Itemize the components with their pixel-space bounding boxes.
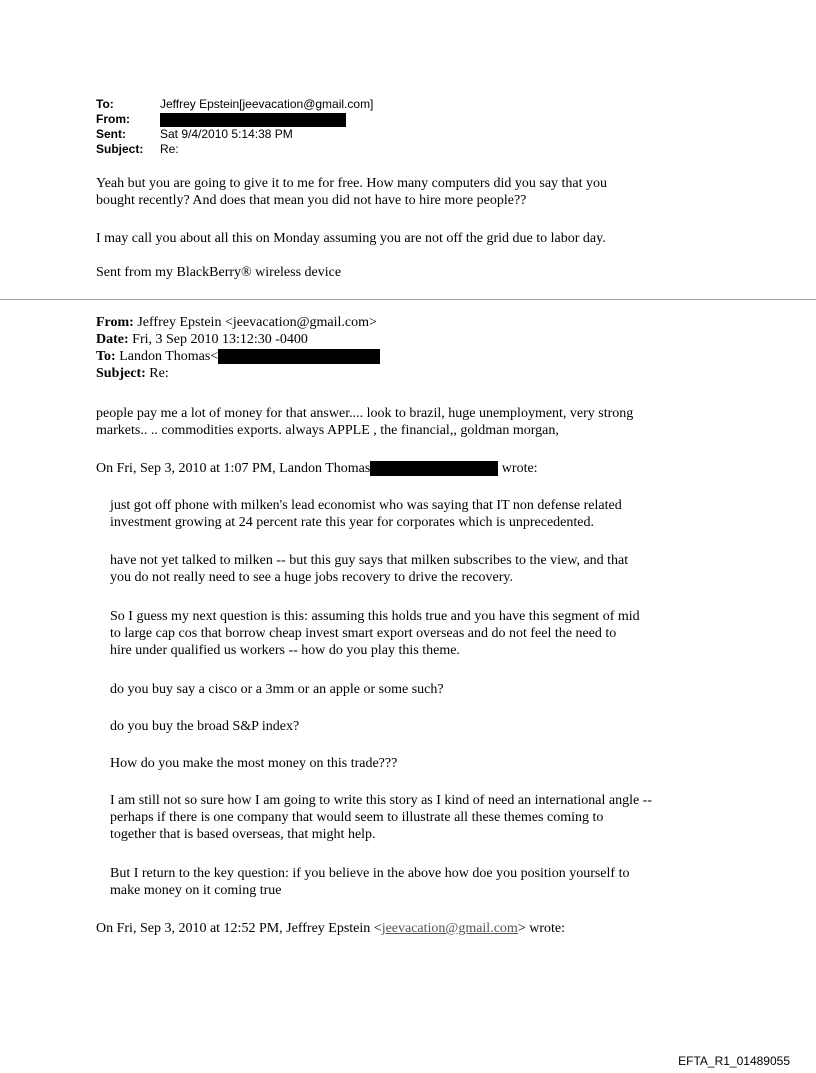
attribution-suffix: > wrote: bbox=[517, 921, 565, 936]
quoted-line: perhaps if there is one company that would seem to illustrate all these themes coming to bbox=[110, 810, 604, 825]
to-value: Jeffrey Epstein[jeevacation@gmail.com] bbox=[160, 97, 374, 111]
quoted-line: to large cap cos that borrow cheap invest smart export overseas and do not feel the need to bbox=[110, 626, 617, 641]
redaction-box bbox=[218, 349, 380, 364]
quoted-line: investment growing at 24 percent rate this year for corporates which is unprecedented. bbox=[110, 515, 594, 530]
quoted-line: I am still not so sure how I am going to write this story as I kind of need an international angle -- bbox=[110, 793, 652, 808]
from-value-wrapper bbox=[160, 112, 346, 127]
from-label: From: bbox=[96, 112, 130, 126]
fwd-subject-value: Re: bbox=[149, 366, 169, 381]
quoted-paragraph bbox=[110, 865, 750, 899]
quoted-line: hire under qualified us workers -- how do you play this theme. bbox=[110, 643, 460, 658]
fwd-subject-row bbox=[96, 365, 380, 382]
fwd-subject-label: Subject: bbox=[96, 366, 146, 381]
attribution-prefix: On Fri, Sep 3, 2010 at 1:07 PM, Landon Thomas bbox=[96, 461, 371, 476]
quoted-line: have not yet talked to milken -- but this guy says that milken subscribes to the view, and that bbox=[110, 553, 629, 568]
bates-number: EFTA_R1_01489055 bbox=[678, 1054, 790, 1068]
fwd-from-label: From: bbox=[96, 315, 134, 330]
fwd-date-label: Date: bbox=[96, 332, 129, 347]
quoted-paragraph: How do you make the most money on this trade??? bbox=[110, 756, 398, 771]
quoted-paragraph: do you buy say a cisco or a 3mm or an apple or some such? bbox=[110, 682, 444, 697]
subject-value: Re: bbox=[160, 142, 179, 156]
message-line: markets.. .. commodities exports. always APPLE , the financial,, goldman morgan, bbox=[96, 423, 559, 438]
message-paragraph bbox=[96, 175, 607, 209]
message-line: people pay me a lot of money for that answer.... look to brazil, huge unemployment, very strong bbox=[96, 406, 634, 421]
fwd-from-value: Jeffrey Epstein <jeevacation@gmail.com> bbox=[137, 315, 377, 330]
fwd-date-row bbox=[96, 331, 380, 348]
quoted-line: together that is based overseas, that might help. bbox=[110, 827, 376, 842]
quoted-line: make money on it coming true bbox=[110, 883, 282, 898]
quoted-paragraph bbox=[110, 608, 750, 659]
message-line: Yeah but you are going to give it to me for free. How many computers did you say that you bbox=[96, 176, 608, 191]
email-link[interactable]: jeevacation@gmail.com bbox=[381, 921, 518, 936]
fwd-to-value: Landon Thomas< bbox=[119, 349, 219, 364]
fwd-to-label: To: bbox=[96, 349, 116, 364]
attribution-suffix: wrote: bbox=[498, 461, 538, 476]
attribution-prefix: On Fri, Sep 3, 2010 at 12:52 PM, Jeffrey Epstein < bbox=[96, 921, 382, 936]
quoted-paragraph bbox=[110, 552, 750, 586]
quoted-line: But I return to the key question: if you believe in the above how doe you position yourself to bbox=[110, 866, 630, 881]
fwd-date-value: Fri, 3 Sep 2010 13:12:30 -0400 bbox=[132, 332, 308, 347]
redaction-box bbox=[160, 113, 346, 127]
fwd-to-row bbox=[96, 348, 380, 365]
quoted-paragraph bbox=[110, 497, 750, 531]
quote-attribution bbox=[96, 460, 538, 477]
message-line: bought recently? And does that mean you did not have to hire more people?? bbox=[96, 193, 527, 208]
message-paragraph bbox=[96, 405, 633, 439]
sent-value: Sat 9/4/2010 5:14:38 PM bbox=[160, 127, 293, 141]
quoted-paragraph bbox=[110, 792, 750, 843]
quoted-paragraph: do you buy the broad S&P index? bbox=[110, 719, 300, 734]
fwd-from-row bbox=[96, 314, 380, 331]
quoted-line: you do not really need to see a huge jobs recovery to drive the recovery. bbox=[110, 570, 513, 585]
quoted-line: just got off phone with milken's lead economist who was saying that IT non defense related bbox=[110, 498, 622, 513]
to-label: To: bbox=[96, 97, 114, 111]
subject-label: Subject: bbox=[96, 142, 144, 156]
forwarded-header bbox=[96, 314, 380, 382]
signature: Sent from my BlackBerry® wireless device bbox=[96, 265, 342, 280]
quoted-line: So I guess my next question is this: assuming this holds true and you have this segment of mid bbox=[110, 609, 640, 624]
message-paragraph: I may call you about all this on Monday assuming you are not off the grid due to labor day. bbox=[96, 231, 606, 246]
redaction-box bbox=[370, 461, 498, 476]
sent-label: Sent: bbox=[96, 127, 126, 141]
quote-attribution bbox=[96, 920, 565, 937]
divider bbox=[0, 299, 816, 300]
